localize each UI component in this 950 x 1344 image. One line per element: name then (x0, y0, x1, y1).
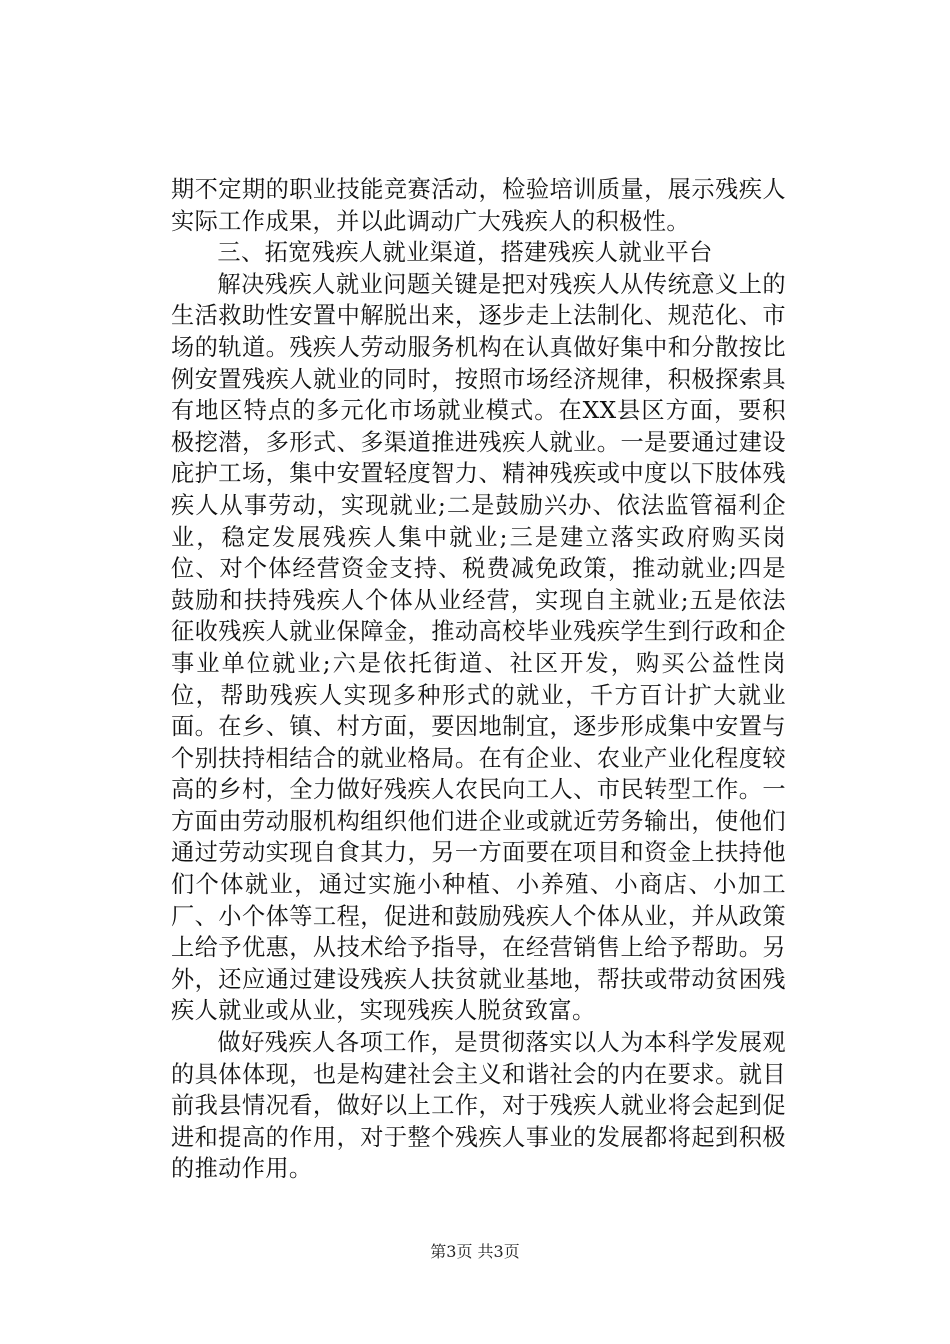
section-heading: 三、拓宽残疾人就业渠道，搭建残疾人就业平台 (217, 239, 713, 267)
page-footer: 第3页 共3页 (430, 1242, 520, 1261)
paragraph-continuation: 期不定期的职业技能竞赛活动，检验培训质量，展示残疾人实际工作成果，并以此调动广大残疾人的积极性。 (171, 176, 786, 235)
document-body (171, 174, 786, 1185)
paragraph-employment-channels: 解决残疾人就业问题关键是把对残疾人从传统意义上的生活救助性安置中解脱出来，逐步走上法制化、规范化、市场的轨道。残疾人劳动服务机构在认真做好集中和分散按比例安置残疾人就业的同时，按照市场经济规律，积极探索具有地区特点的多元化市场就业模式。在XX县区方面，要积极挖潜，多形式、多渠道推进残疾人就业。一是要通过建设庇护工场，集中安置轻度智力、精神残疾或中度以下肢体残疾人从事劳动，实现就业;二是鼓励兴办、依法监管福利企业，稳定发展残疾人集中就业;三是建立落实政府购买岗位、对个体经营资金支持、税费减免政策，推动就业;四是鼓励和扶持残疾人个体从业经营，实现自主就业;五是依法征收残疾人就业保障金，推动高校毕业残疾学生到行政和企事业单位就业;六是依托街道、社区开发，购买公益性岗位，帮助残疾人实现多种形式的就业，千方百计扩大就业面。在乡、镇、村方面，要因地制宜，逐步形成集中安置与个别扶持相结合的就业格局。在有企业、农业产业化程度较高的乡村，全力做好残疾人农民向工人、市民转型工作。一方面由劳动服机构组织他们进企业或就近劳务输出，使他们通过劳动实现自食其力，另一方面要在项目和资金上扶持他们个体就业，通过实施小种植、小养殖、小商店、小加工厂、小个体等工程，促进和鼓励残疾人个体从业，并从政策上给予优惠，从技术给予指导，在经营销售上给予帮助。另外，还应通过建设残疾人扶贫就业基地，帮扶或带动贫困残疾人就业或从业，实现残疾人脱贫致富。 (171, 270, 786, 1025)
paragraph-conclusion: 做好残疾人各项工作，是贯彻落实以人为本科学发展观的具体体现，也是构建社会主义和谐社会的内在要求。就目前我县情况看，做好以上工作，对于残疾人就业将会起到促进和提高的作用，对于整个残疾人事业的发展都将起到积极的推动作用。 (171, 1029, 786, 1183)
